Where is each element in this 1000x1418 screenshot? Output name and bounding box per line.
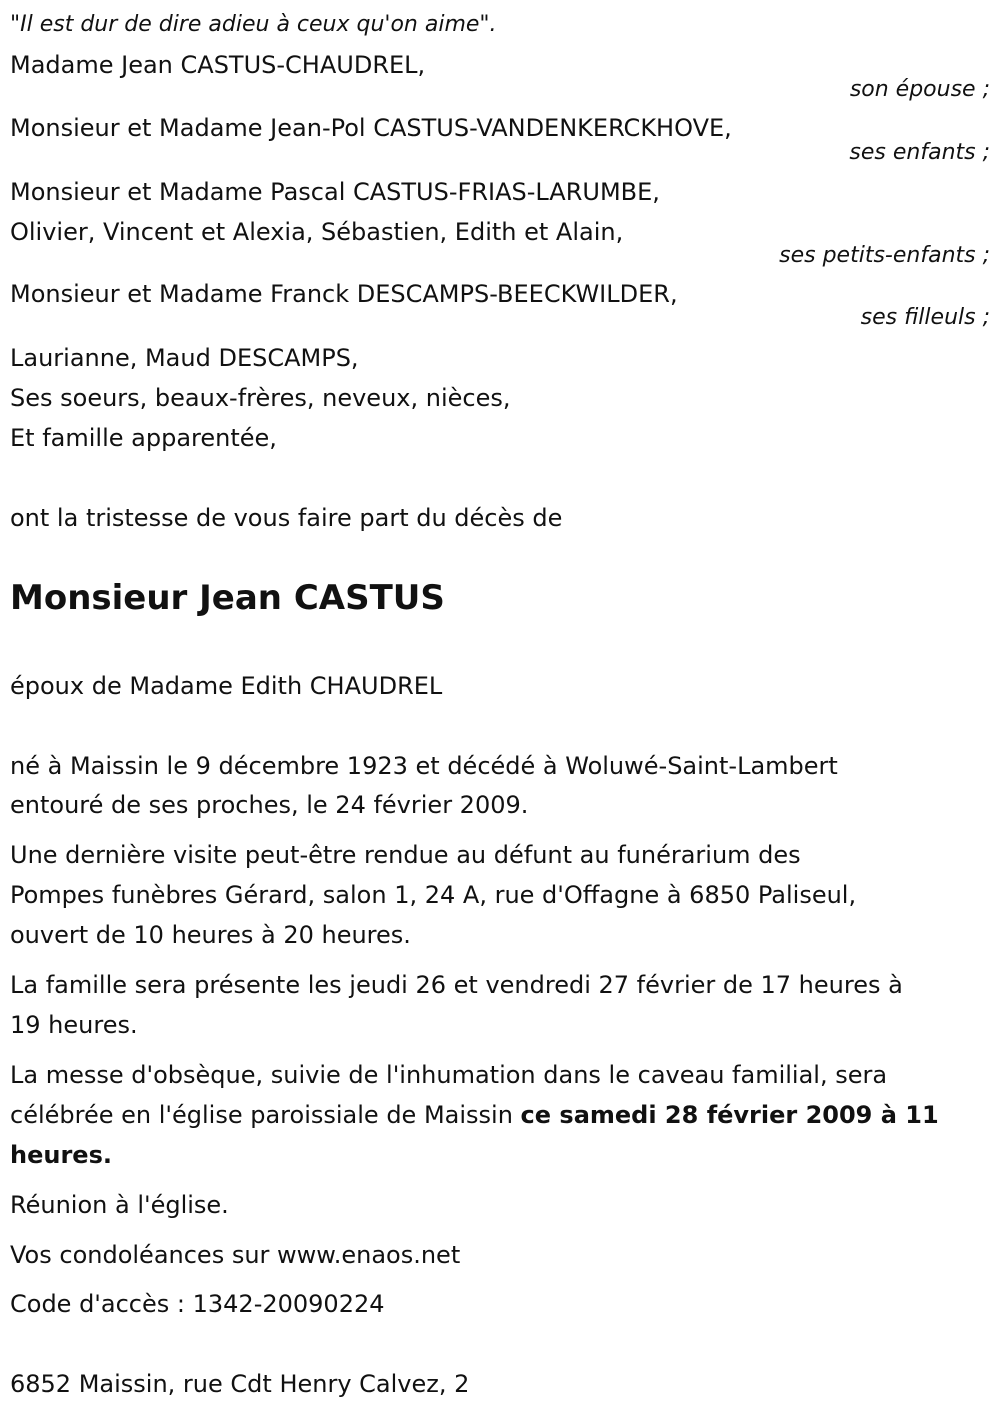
mass-date: heures. (10, 1141, 112, 1169)
announcement: ont la tristesse de vous faire part du décès de (10, 504, 563, 532)
family-line: Monsieur et Madame Pascal CASTUS-FRIAS-LARUMBE, (10, 178, 660, 206)
family-line: Ses soeurs, beaux-frères, neveux, nièces, (10, 384, 511, 412)
birth-line: né à Maissin le 9 décembre 1923 et décédé à Woluwé-Saint-Lambert (10, 752, 838, 780)
visit-line: Pompes funèbres Gérard, salon 1, 24 A, rue d'Offagne à 6850 Paliseul, (10, 881, 857, 909)
mass-line (10, 1100, 939, 1130)
family-line: Laurianne, Maud DESCAMPS, (10, 344, 359, 372)
visit-line: Une dernière visite peut-être rendue au défunt au funérarium des (10, 841, 801, 869)
visit-line: ouvert de 10 heures à 20 heures. (10, 921, 411, 949)
family-role: ses enfants ; (849, 140, 990, 165)
mass-text: célébrée en l'église paroissiale de Maissin (10, 1101, 521, 1129)
family-line: Madame Jean CASTUS-CHAUDREL, (10, 51, 426, 79)
family-line: Monsieur et Madame Franck DESCAMPS-BEECKWILDER, (10, 280, 678, 308)
family-role: son épouse ; (849, 77, 990, 102)
access-code-line: Code d'accès : 1342-20090224 (10, 1290, 385, 1318)
address-line: 6852 Maissin, rue Cdt Henry Calvez, 2 (10, 1370, 470, 1398)
mass-line (10, 1140, 112, 1170)
deceased-name: Monsieur Jean CASTUS (10, 578, 445, 618)
family-role: ses filleuls ; (860, 305, 990, 330)
mass-date: ce samedi 28 février 2009 à 11 (520, 1101, 939, 1129)
family-role: ses petits-enfants ; (779, 243, 990, 268)
family-presence-line: 19 heures. (10, 1011, 138, 1039)
family-presence-line: La famille sera présente les jeudi 26 et vendredi 27 février de 17 heures à (10, 971, 903, 999)
family-line: Monsieur et Madame Jean-Pol CASTUS-VANDENKERCKHOVE, (10, 114, 732, 142)
condolences-line: Vos condoléances sur www.enaos.net (10, 1241, 461, 1269)
quote: "Il est dur de dire adieu à ceux qu'on aime". (10, 12, 497, 37)
spouse-line: époux de Madame Edith CHAUDREL (10, 672, 443, 700)
mass-line: La messe d'obsèque, suivie de l'inhumation dans le caveau familial, sera (10, 1061, 888, 1089)
reunion-line: Réunion à l'église. (10, 1191, 229, 1219)
family-line: Et famille apparentée, (10, 424, 277, 452)
birth-line: entouré de ses proches, le 24 février 2009. (10, 791, 529, 819)
family-line: Olivier, Vincent et Alexia, Sébastien, Edith et Alain, (10, 218, 624, 246)
